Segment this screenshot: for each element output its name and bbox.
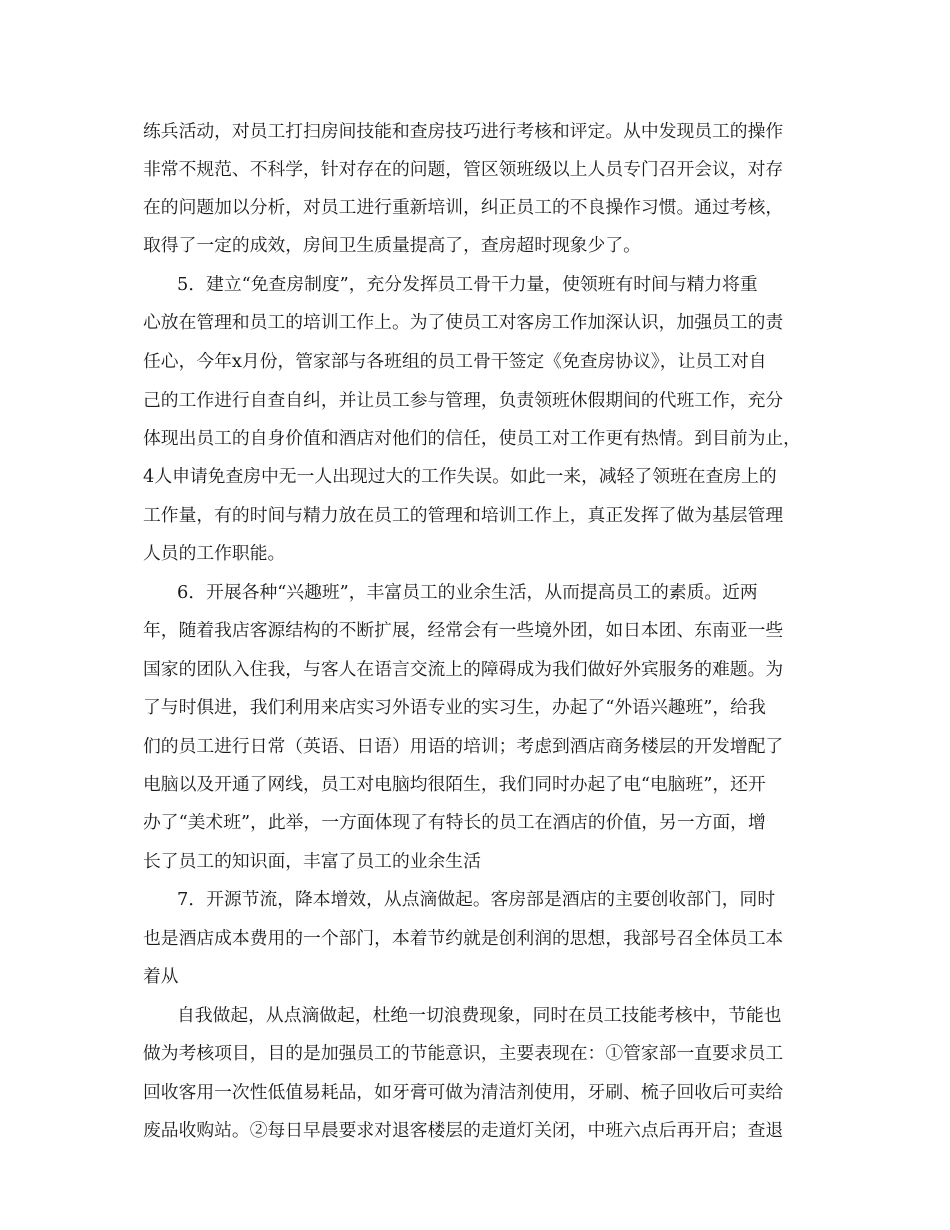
body-text-line: 取得了一定的成效，房间卫生质量提高了，查房超时现象少了。 <box>143 235 641 256</box>
paragraph-7-first-line: 7．开源节流，降本增效，从点滴做起。客房部是酒店的主要创收部门，同时 <box>177 889 776 910</box>
body-text-line: 练兵活动，对员工打扫房间技能和查房技巧进行考核和评定。从中发现员工的操作 <box>143 121 784 142</box>
body-text-line: 废品收购站。②每日早晨要求对退客楼层的走道灯关闭，中班六点后再开启；查退 <box>143 1120 784 1141</box>
paragraph-8-first-line: 自我做起，从点滴做起，杜绝一切浪费现象，同时在员工技能考核中，节能也 <box>177 1005 782 1026</box>
body-text-line: 非常不规范、不科学，针对存在的问题，管区领班级以上人员专门召开会议，对存 <box>143 159 784 180</box>
body-text-line: 己的工作进行自查自纠，并让员工参与管理，负责领班休假期间的代班工作，充分 <box>143 390 784 411</box>
body-text-line: 们的员工进行日常（英语、日语）用语的培训；考虑到酒店商务楼层的开发增配了 <box>143 736 784 757</box>
body-text-line: 在的问题加以分析，对员工进行重新培训，纠正员工的不良操作习惯。通过考核， <box>143 197 784 218</box>
body-text-line: 做为考核项目，目的是加强员工的节能意识，主要表现在：①管家部一直要求员工 <box>143 1043 784 1064</box>
body-text-line: 任心，今年x月份，管家部与各班组的员工骨干签定《免查房协议》，让员工对自 <box>143 351 767 372</box>
body-text-line: 也是酒店成本费用的一个部门，本着节约就是创利润的思想，我部号召全体员工本 <box>143 928 784 949</box>
body-text-line: 心放在管理和员工的培训工作上。为了使员工对客房工作加深认识，加强员工的责 <box>143 312 784 333</box>
body-text-line: 回收客用一次性低值易耗品，如牙膏可做为清洁剂使用，牙刷、梳子回收后可卖给 <box>143 1082 784 1103</box>
paragraph-5-first-line: 5．建立“免查房制度”，充分发挥员工骨干力量，使领班有时间与精力将重 <box>177 274 758 295</box>
body-text-line: 办了“美术班”，此举，一方面体现了有特长的员工在酒店的价值，另一方面，增 <box>143 812 766 833</box>
body-text-line: 了与时俱进，我们利用来店实习外语专业的实习生，办起了“外语兴趣班”，给我 <box>143 697 766 718</box>
body-text-line: 人员的工作职能。 <box>143 543 286 564</box>
body-text-line: 年，随着我店客源结构的不断扩展，经常会有一些境外团，如日本团、东南亚一些 <box>143 620 784 641</box>
body-text-line: 工作量，有的时间与精力放在员工的管理和培训工作上，真正发挥了做为基层管理 <box>143 505 784 526</box>
body-text-line: 体现出员工的自身价值和酒店对他们的信任，使员工对工作更有热情。到目前为止， <box>143 428 801 449</box>
body-text-line: 国家的团队入住我，与客人在语言交流上的障碍成为我们做好外宾服务的难题。为 <box>143 659 784 680</box>
body-text-line: 着从 <box>143 966 179 987</box>
body-text-line: 电脑以及开通了网线，员工对电脑均很陌生，我们同时办起了电“电脑班”，还开 <box>143 774 766 795</box>
paragraph-6-first-line: 6．开展各种“兴趣班”，丰富员工的业余生活，从而提高员工的素质。近两 <box>177 582 758 603</box>
body-text-line: 长了员工的知识面，丰富了员工的业余生活 <box>143 851 481 872</box>
body-text-line: 4人申请免查房中无一人出现过大的工作失误。如此一来，减轻了领班在查房上的 <box>143 466 777 487</box>
